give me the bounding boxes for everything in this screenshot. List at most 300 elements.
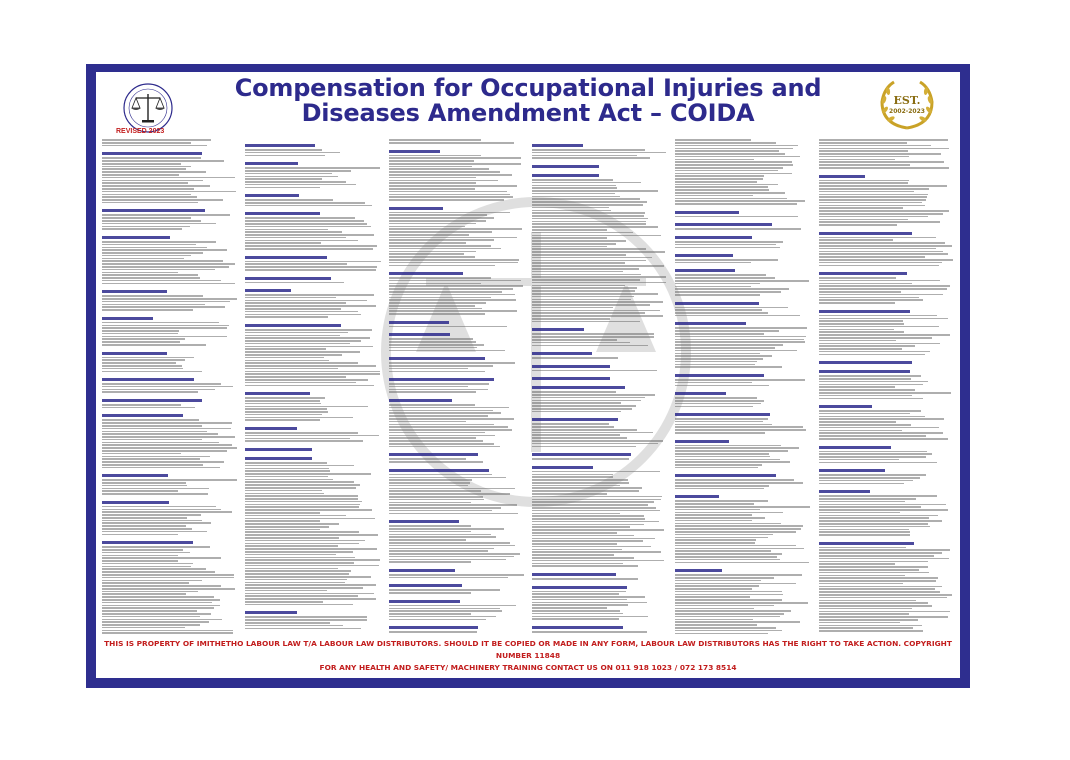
fine-print-line — [819, 318, 948, 320]
fine-print-line — [102, 509, 221, 511]
fine-print-line — [245, 178, 322, 180]
fine-print-line — [675, 426, 802, 428]
fine-print-line — [819, 320, 904, 322]
fine-print-line — [389, 490, 481, 492]
fine-print-line — [532, 493, 607, 495]
fine-print-line — [245, 400, 320, 402]
fine-print-line — [245, 220, 364, 222]
section-heading-line — [102, 399, 202, 402]
section-heading-line — [675, 392, 726, 395]
fine-print-line — [819, 392, 951, 394]
fine-print-line — [102, 180, 203, 182]
fine-print-line — [532, 285, 625, 287]
fine-print-line — [675, 627, 775, 629]
fine-print-line — [819, 523, 928, 525]
fine-print-line — [102, 591, 198, 593]
fine-print-line — [819, 512, 900, 514]
fine-print-line — [102, 490, 178, 492]
fine-print-line — [389, 477, 507, 479]
fine-print-line — [819, 435, 926, 437]
fine-print-line — [532, 479, 628, 481]
fine-print-line — [102, 557, 221, 559]
fine-print-line — [819, 245, 953, 247]
fine-print-line — [102, 520, 202, 522]
fine-print-line — [675, 464, 762, 466]
fine-print-line — [245, 403, 321, 405]
fine-print-line — [819, 239, 894, 241]
fine-print-line — [819, 277, 896, 279]
text-column — [102, 138, 237, 634]
section-heading-line — [389, 207, 443, 210]
fine-print-line — [389, 559, 507, 561]
section-heading-line — [532, 586, 627, 589]
fine-print-line — [245, 509, 371, 511]
fine-print-line — [675, 288, 789, 290]
section-heading-line — [102, 290, 167, 293]
fine-print-line — [389, 545, 516, 547]
section-heading-line — [532, 466, 593, 469]
fine-print-line — [245, 360, 329, 362]
section-heading-line — [532, 386, 625, 389]
fine-print-line — [389, 248, 502, 250]
fine-print-line — [532, 549, 622, 551]
fine-print-line — [675, 556, 776, 558]
fine-print-line — [819, 256, 925, 258]
fine-print-line — [532, 515, 644, 517]
fine-print-line — [819, 150, 908, 152]
fine-print-line — [819, 213, 944, 215]
fine-print-line — [245, 504, 359, 506]
contact-line: FOR ANY HEALTH AND SAFETY/ MACHINERY TRAINING CONTACT US ON 011 918 1023 / 072 173 8514 — [319, 663, 737, 672]
fine-print-line — [532, 149, 645, 151]
fine-print-line — [245, 297, 336, 299]
fine-print-line — [532, 357, 618, 359]
fine-print-line — [245, 526, 329, 528]
fine-print-line — [102, 191, 236, 193]
fine-print-line — [675, 283, 760, 285]
fine-print-line — [245, 170, 351, 172]
fine-print-line — [389, 435, 495, 437]
fine-print-line — [245, 332, 348, 334]
fine-print-line — [245, 604, 353, 606]
fine-print-line — [245, 294, 373, 296]
fine-print-line — [675, 545, 796, 547]
fine-print-line — [675, 361, 756, 363]
section-heading-line — [819, 370, 911, 373]
fine-print-line — [102, 482, 186, 484]
fine-print-line — [532, 602, 647, 604]
fine-print-line — [532, 391, 616, 393]
section-heading-line — [102, 209, 205, 212]
fine-print-line — [532, 182, 641, 184]
fine-print-line — [102, 327, 227, 329]
fine-print-line — [532, 279, 640, 281]
fine-print-line — [819, 262, 943, 264]
fine-print-line — [675, 429, 806, 431]
fine-print-line — [532, 257, 652, 259]
fine-print-line — [532, 215, 644, 217]
fine-print-line — [819, 531, 911, 533]
fine-print-line — [245, 484, 360, 486]
fine-print-line — [675, 164, 793, 166]
fine-print-line — [532, 304, 650, 306]
fine-print-line — [675, 327, 807, 329]
section-heading-line — [532, 174, 599, 177]
section-heading-line — [389, 272, 463, 275]
fine-print-line — [245, 368, 337, 370]
fine-print-line — [675, 450, 788, 452]
fine-print-line — [675, 559, 780, 561]
section-heading-line — [245, 427, 297, 430]
fine-print-line — [532, 251, 665, 253]
fine-print-line — [389, 299, 516, 301]
fine-print-line — [245, 570, 350, 572]
fine-print-line — [102, 142, 191, 144]
fine-print-line — [245, 234, 373, 236]
fine-print-line — [389, 429, 512, 431]
fine-print-line — [102, 362, 176, 364]
fine-print-line — [102, 431, 207, 433]
fine-print-line — [389, 461, 483, 463]
fine-print-line — [102, 220, 201, 222]
section-heading-line — [389, 453, 478, 456]
fine-print-line — [675, 241, 783, 243]
fine-print-line — [532, 155, 637, 157]
fine-print-line — [675, 203, 797, 205]
fine-print-line — [389, 285, 524, 287]
fine-print-line — [245, 217, 355, 219]
fine-print-line — [819, 558, 950, 560]
fine-print-line — [102, 241, 216, 243]
fine-print-line — [389, 182, 476, 184]
section-heading-line — [819, 405, 872, 408]
fine-print-line — [389, 347, 478, 349]
fine-print-line — [675, 189, 769, 191]
fine-print-line — [532, 212, 645, 214]
fine-print-line — [389, 536, 497, 538]
fine-print-line — [532, 339, 617, 341]
fine-print-line — [245, 176, 337, 178]
fine-print-line — [389, 499, 484, 501]
fine-print-line — [245, 242, 321, 244]
fine-print-line — [819, 191, 914, 193]
fine-print-line — [532, 607, 607, 609]
fine-print-line — [102, 632, 233, 634]
fine-print-line — [389, 277, 491, 279]
fine-print-line — [819, 627, 913, 629]
fine-print-line — [389, 421, 466, 423]
section-heading-line — [819, 361, 913, 364]
fine-print-line — [675, 228, 800, 230]
fine-print-line — [102, 422, 232, 424]
fine-print-line — [102, 247, 207, 249]
fine-print-line — [389, 365, 493, 367]
fine-print-line — [819, 196, 928, 198]
fine-print-line — [819, 210, 949, 212]
fine-print-line — [245, 311, 358, 313]
fine-print-line — [389, 253, 465, 255]
fine-print-line — [819, 577, 938, 579]
fine-print-line — [532, 394, 655, 396]
fine-print-line — [389, 610, 503, 612]
section-heading-line — [102, 501, 169, 504]
section-heading-line — [245, 194, 299, 197]
fine-print-line — [675, 195, 752, 197]
fine-print-line — [389, 256, 475, 258]
fine-print-line — [532, 485, 620, 487]
fine-print-line — [245, 205, 372, 207]
fine-print-line — [389, 177, 477, 179]
fine-print-line — [389, 168, 489, 170]
fine-print-line — [675, 400, 763, 402]
fine-print-line — [245, 576, 371, 578]
fine-print-line — [819, 288, 947, 290]
fine-print-line — [245, 365, 375, 367]
fine-print-line — [532, 185, 616, 187]
fine-print-line — [675, 445, 781, 447]
fine-print-line — [532, 604, 628, 606]
section-heading-line — [389, 321, 449, 324]
fine-print-line — [675, 181, 757, 183]
fine-print-line — [389, 391, 476, 393]
fine-print-line — [245, 515, 346, 517]
fine-print-line — [102, 461, 224, 463]
fine-print-line — [245, 622, 330, 624]
fine-print-line — [675, 588, 752, 590]
fine-print-line — [245, 543, 359, 545]
fine-print-line — [389, 577, 509, 579]
fine-print-line — [102, 456, 210, 458]
fine-print-line — [675, 467, 758, 469]
fine-print-line — [102, 602, 212, 604]
fine-print-line — [819, 291, 901, 293]
fine-print-line — [102, 621, 209, 623]
fine-print-line — [675, 280, 808, 282]
fine-print-line — [389, 507, 501, 509]
fine-print-line — [102, 534, 178, 536]
fine-print-line — [819, 156, 910, 158]
fine-print-line — [102, 277, 200, 279]
fine-print-line — [532, 315, 663, 317]
fine-print-line — [245, 308, 340, 310]
section-heading-line — [389, 469, 489, 472]
text-column — [819, 138, 954, 634]
fine-print-line — [102, 616, 200, 618]
fine-print-line — [675, 330, 779, 332]
fine-print-line — [102, 338, 185, 340]
fine-print-line — [102, 450, 227, 452]
section-heading-line — [245, 162, 298, 165]
fine-print-line — [102, 571, 215, 573]
fine-print-line — [532, 496, 662, 498]
fine-print-line — [389, 510, 492, 512]
fine-print-line — [102, 582, 189, 584]
section-heading-line — [102, 352, 167, 355]
fine-print-line — [245, 261, 380, 263]
fine-print-line — [819, 326, 939, 328]
fine-print-line — [819, 142, 907, 144]
fine-print-line — [102, 252, 203, 254]
section-heading-line — [245, 448, 312, 451]
fine-print-line — [245, 468, 329, 470]
fine-print-line — [389, 386, 468, 388]
fine-print-line — [532, 631, 647, 633]
fine-print-line — [389, 139, 481, 141]
fine-print-line — [819, 337, 933, 339]
section-heading-line — [245, 457, 312, 460]
fine-print-line — [675, 619, 753, 621]
fine-print-line — [675, 156, 800, 158]
fine-print-line — [102, 306, 225, 308]
fine-print-line — [245, 476, 328, 478]
fine-print-line — [245, 397, 324, 399]
fine-print-line — [675, 286, 750, 288]
fine-print-line — [819, 185, 948, 187]
section-heading-line — [389, 520, 459, 523]
fine-print-line — [102, 522, 211, 524]
fine-print-line — [389, 294, 515, 296]
fine-print-line — [102, 467, 220, 469]
fine-print-line — [819, 552, 943, 554]
fine-print-line — [102, 619, 222, 621]
fine-print-line — [389, 474, 492, 476]
fine-print-line — [675, 562, 809, 564]
section-heading-line — [675, 413, 770, 416]
fine-print-line — [389, 239, 494, 241]
fine-print-line — [532, 529, 664, 531]
fine-print-line — [532, 201, 647, 203]
fine-print-line — [532, 613, 623, 615]
fine-print-line — [102, 217, 191, 219]
fine-print-line — [102, 333, 178, 335]
fine-print-line — [819, 265, 940, 267]
section-heading-line — [389, 626, 478, 629]
fine-print-line — [532, 532, 617, 534]
fine-print-line — [532, 204, 643, 206]
fine-print-line — [532, 408, 632, 410]
fine-print-line — [245, 557, 354, 559]
fine-print-line — [245, 340, 360, 342]
fine-print-line — [102, 274, 198, 276]
fine-print-line — [102, 425, 202, 427]
fine-print-line — [245, 149, 322, 151]
fine-print-line — [389, 212, 510, 214]
fine-print-line — [675, 153, 785, 155]
fine-print-line — [819, 501, 906, 503]
fine-print-line — [532, 471, 660, 473]
fine-print-line — [389, 283, 482, 285]
poster-header — [96, 72, 960, 134]
fine-print-line — [819, 323, 904, 325]
fine-print-line — [102, 525, 186, 527]
fine-print-line — [245, 518, 374, 520]
fine-print-line — [389, 389, 488, 391]
section-heading-line — [245, 277, 331, 280]
text-column — [245, 138, 380, 634]
fine-print-line — [675, 577, 774, 579]
fine-print-line — [819, 622, 900, 624]
fine-print-line — [675, 514, 751, 516]
fine-print-line — [819, 224, 898, 226]
fine-print-line — [675, 382, 752, 384]
section-heading-line — [819, 446, 891, 449]
fine-print-line — [532, 210, 611, 212]
fine-print-line — [675, 531, 796, 533]
fine-print-line — [245, 240, 358, 242]
fine-print-line — [532, 243, 616, 245]
section-heading-line — [675, 236, 752, 239]
fine-print-line — [532, 591, 626, 593]
fine-print-line — [389, 234, 469, 236]
fine-print-line — [102, 359, 185, 361]
fine-print-line — [389, 542, 511, 544]
fine-print-line — [532, 599, 627, 601]
fine-print-line — [389, 291, 503, 293]
fine-print-line — [245, 432, 358, 434]
section-heading-line — [675, 322, 745, 325]
fine-print-line — [532, 207, 609, 209]
fine-print-line — [819, 611, 951, 613]
fine-print-line — [819, 334, 950, 336]
fine-print-line — [532, 526, 630, 528]
fine-print-line — [675, 198, 787, 200]
fine-print-line — [675, 503, 753, 505]
fine-print-line — [675, 350, 797, 352]
fine-print-line — [675, 186, 768, 188]
fine-print-line — [819, 153, 941, 155]
section-heading-line — [389, 399, 453, 402]
fine-print-line — [102, 145, 207, 147]
fine-print-line — [102, 249, 227, 251]
fine-print-line — [675, 602, 807, 604]
fine-print-line — [245, 534, 378, 536]
fine-print-line — [675, 379, 804, 381]
fine-print-line — [819, 583, 903, 585]
fine-print-line — [675, 336, 805, 338]
fine-print-line — [245, 490, 322, 492]
fine-print-line — [819, 188, 929, 190]
fine-print-line — [819, 608, 913, 610]
fine-print-line — [819, 602, 928, 604]
fine-print-line — [675, 406, 753, 408]
fine-print-line — [675, 553, 782, 555]
fine-print-line — [819, 315, 938, 317]
fine-print-line — [819, 529, 909, 531]
fine-print-line — [245, 616, 367, 618]
section-heading-line — [245, 256, 326, 259]
fine-print-line — [819, 354, 926, 356]
fine-print-line — [245, 152, 339, 154]
fine-print-line — [532, 423, 609, 425]
fine-print-line — [532, 268, 639, 270]
section-heading-line — [675, 440, 729, 443]
section-heading-line — [389, 333, 450, 336]
fine-print-line — [675, 364, 754, 366]
fine-print-line — [389, 589, 500, 591]
fine-print-line — [389, 424, 494, 426]
fine-print-line — [532, 229, 607, 231]
fine-print-line — [675, 277, 774, 279]
fine-print-line — [532, 400, 641, 402]
fine-print-line — [819, 216, 928, 218]
section-heading-line — [675, 495, 719, 498]
fine-print-line — [532, 521, 659, 523]
fine-print-line — [675, 148, 793, 150]
fine-print-line — [532, 260, 646, 262]
fine-print-line — [102, 517, 187, 519]
fine-print-line — [675, 613, 784, 615]
fine-print-line — [245, 473, 371, 475]
